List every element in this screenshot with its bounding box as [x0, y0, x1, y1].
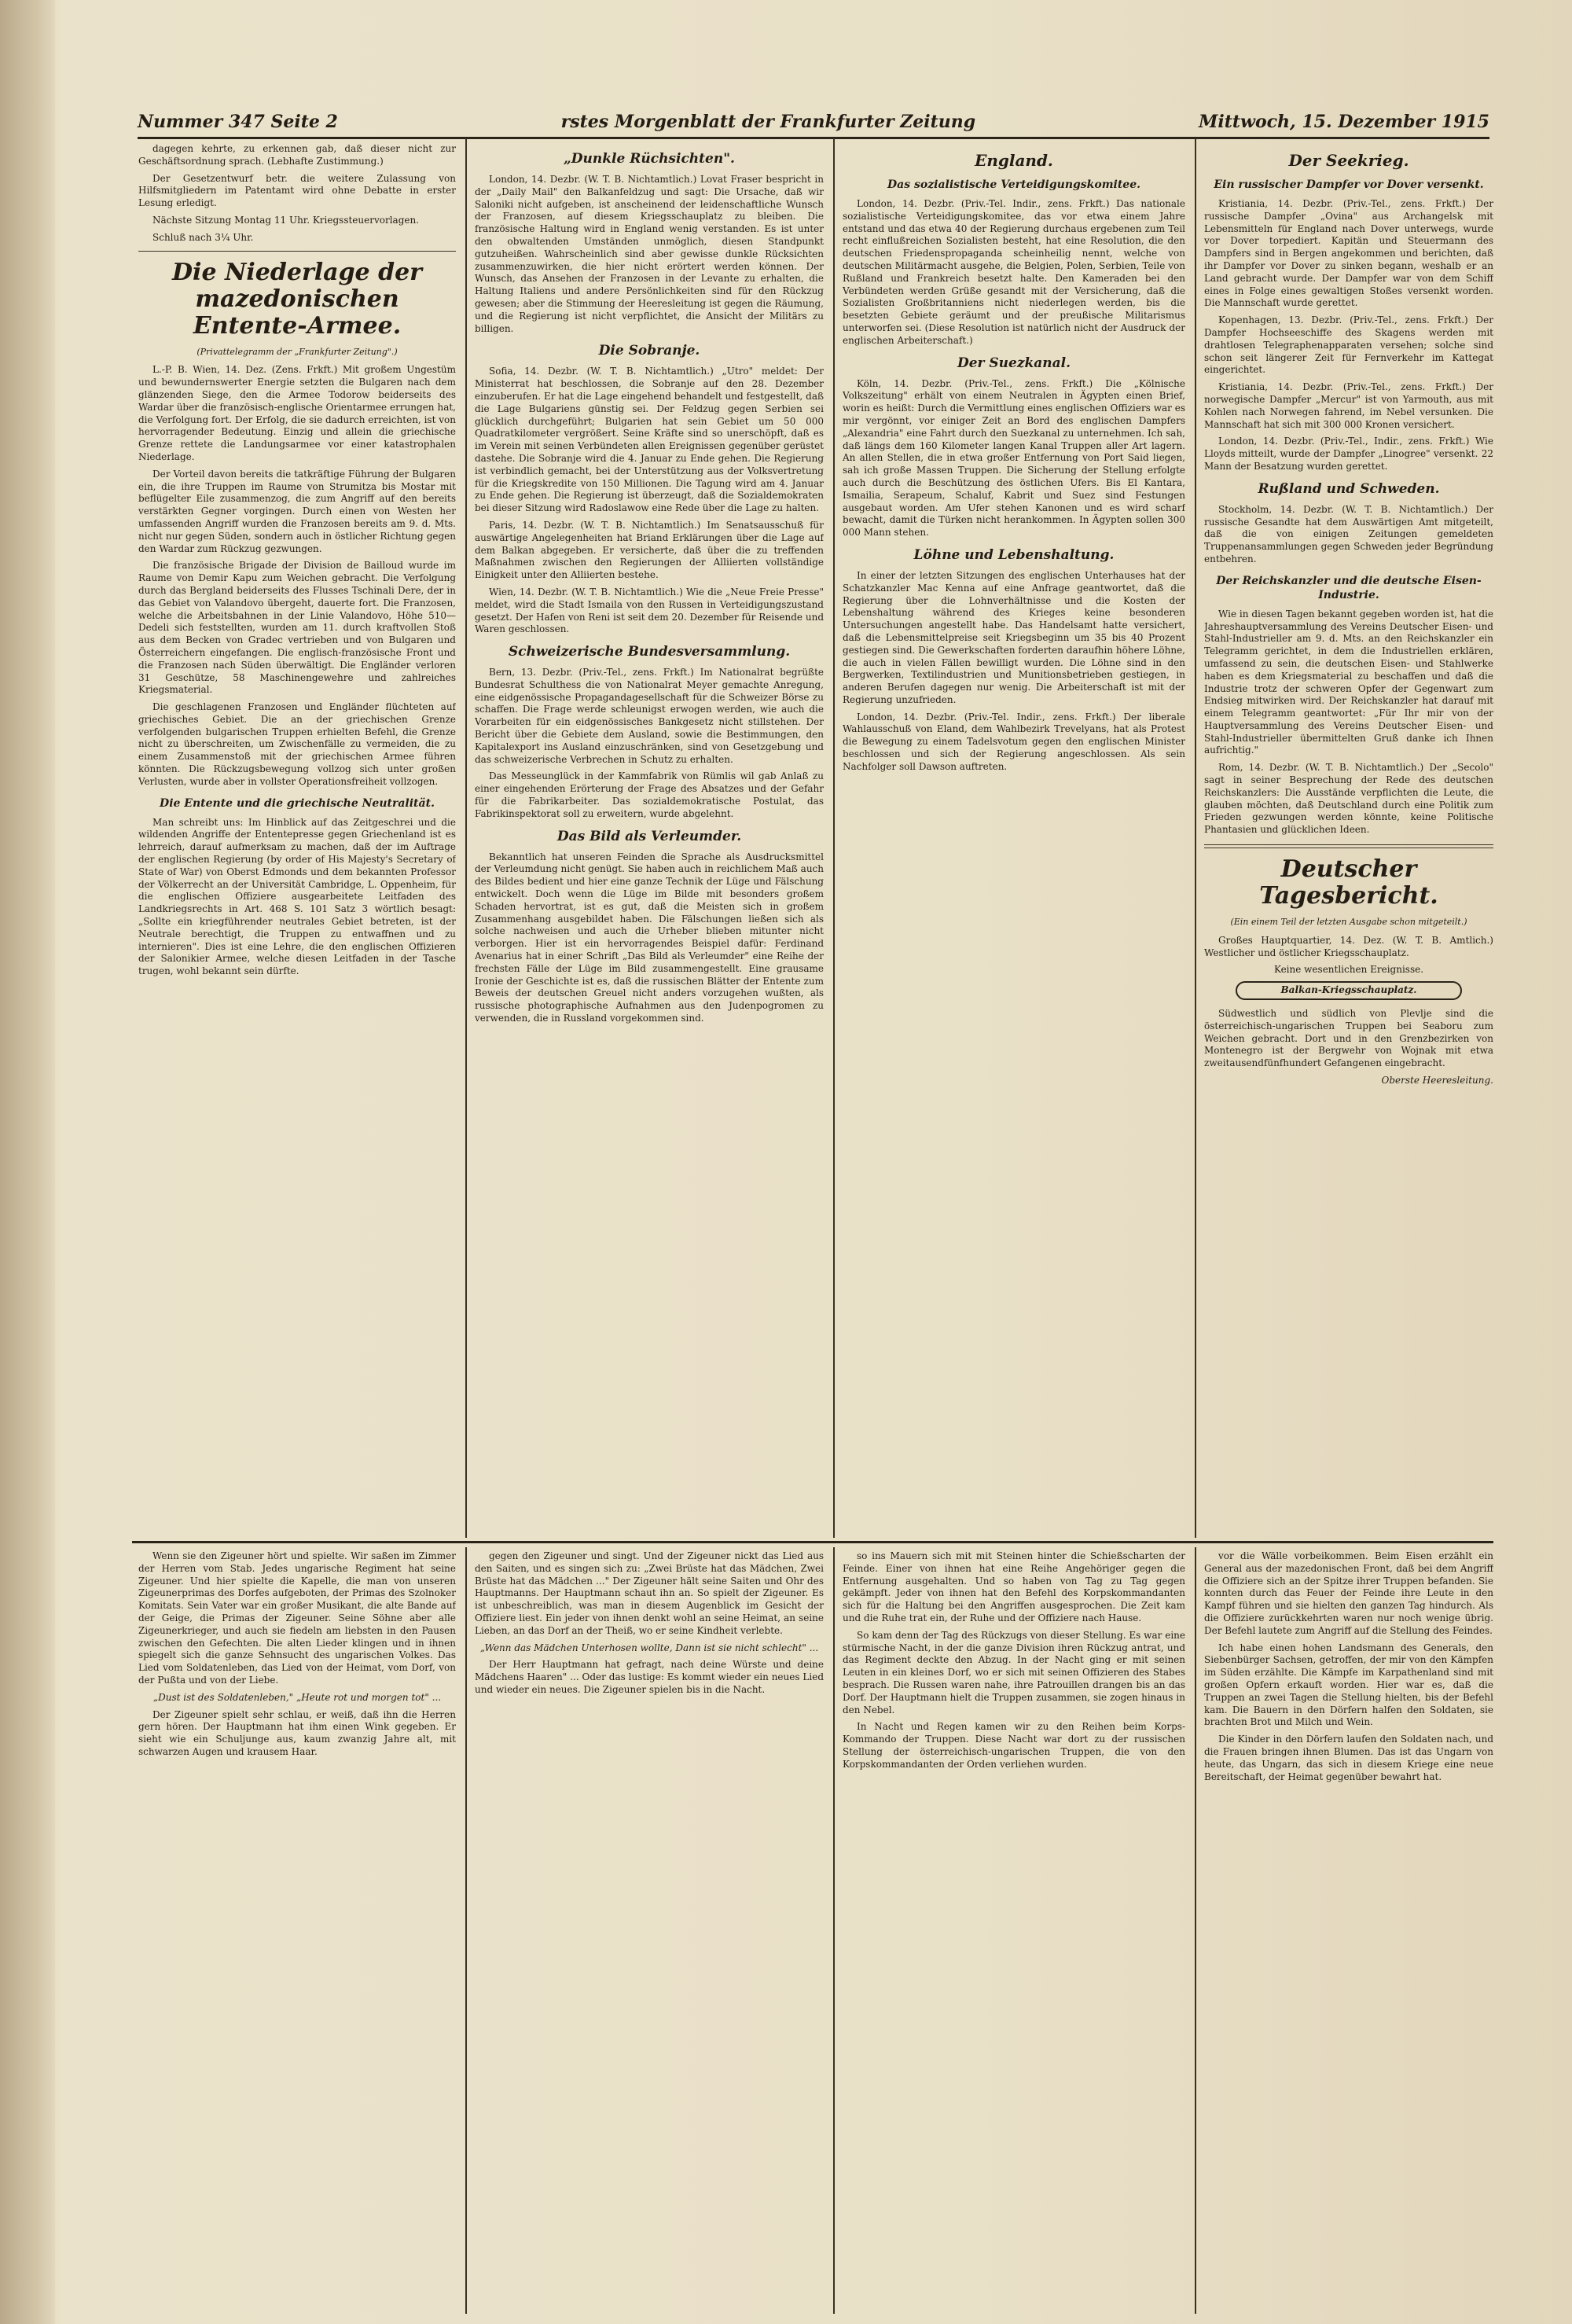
headline-loehne: Löhne und Lebenshaltung.	[913, 546, 1115, 563]
page-number: Nummer 347 Seite 2	[138, 112, 338, 132]
article-text: Der Vorteil davon bereits die tatkräftige Führung der Bulgaren ein, die ihre Truppen im Raume von Strumitza bis Mostar mit beflügelter Eile zusammenzog, die zum Angriff auf den bereits verstärkten Gegner vorgingen. Durch einen von Westen her umfassenden Angriff wurden die Franzosen bereits am 9. d. Mts. nicht nur gegen Süden, sondern auch in östlicher Richtung gegen den Wardar zum Rückzug gezwungen.	[138, 468, 456, 554]
article-text: Rom, 14. Dezbr. (W. T. B. Nichtamtlich.) Der „Secolo" sagt in seiner Besprechung der Rede des deutschen Reichskanzlers: Die Ausstände verpflichten die Leute, die glauben möchten, daß Deutschland durch eine Politik zum Frieden gezwungen werden könnte, keine Politische Phantasien und glücklichen Ideen.	[1204, 762, 1493, 836]
feuilleton-column-4	[1204, 1550, 1493, 2313]
column-rule	[465, 1547, 467, 2314]
book-spine	[0, 0, 55, 2324]
feuilleton-text: gegen den Zigeuner und singt. Und der Zigeuner nickt das Lied aus den Saiten, und es singen sich zu: „Zwei Brüste hat das Mädchen, Zwei Brüste hat das Mädchen ..." Der Zigeuner hält seine Saiten und Ohr des Hauptmanns. Der Hauptmann schaut ihn an. So spielt der Zigeuner. Es ist unbeschreiblich, was man in diesem Augenblick im Gesicht der Offiziere liest. Ein jeder von ihnen denkt wohl an seine Heimat, an seine Lieben, an das Dorf an der Theiß, wo er seine Kindheit verlebte.	[475, 1550, 824, 1636]
article-text: Bekanntlich hat unseren Feinden die Sprache als Ausdrucksmittel der Verleumdung nicht genügt. Sie haben auch in reichlichem Maß auch des Bildes bedient und hier eine ganze Technik der Lüge und Fälschung entwickelt. Doch wenn die Lüge im Bilde mit besonders großem Schaden hervortrat, ist es gut, daß die Meisten sich in großem Zusammenhang ausgebildet haben. Die Fälschungen ließen sich als solche nachweisen und auch die Urheber blieben mitunter nicht verborgen. Hier ist ein hervorragendes Beispiel dafür: Ferdinand Avenarius hat in einer Schrift „Das Bild als Verleumder" eine Reihe der frechsten Fälle der Lüge im Bild zusammengestellt. Eine grausame Ironie der Geschichte ist es, daß die russischen Blätter der Entente zum Beweis der deutschen Greuel nicht anders vorzugehen wußten, als russische photographische Aufnahmen aus den Judenpogromen zu verwenden, die in Russland vorgekommen sind.	[475, 851, 824, 1024]
article-text: Kopenhagen, 13. Dezbr. (Priv.-Tel., zens. Frkft.) Der Dampfer Hochseeschiffe des Skagens werden mit drahtlosen Telegraphenapparaten versehen; solche sind schon seit längerer Zeit für Fernverkehr im Kattegat eingerichtet.	[1204, 314, 1493, 376]
feuilleton-text: Ich habe einen hohen Landsmann des Generals, den Siebenbürger Sachsen, getroffen, der mir von den Kämpfen im Süden erzählte. Die Kämpfe im Karpathenland sind mit großen Opfern erkauft worden. Hier war es, daß die Truppen an zwei Tagen die Stellung hielten, bis der Befehl kam. Die Bauern in den Dörfern halfen den Soldaten, sie brachten Brot und Milch und Wein.	[1204, 1642, 1493, 1728]
article-text: Schluß nach 3¼ Uhr.	[152, 231, 254, 243]
article-text: dagegen kehrte, zu erkennen gab, daß dieser nicht zur Geschäftsordnung sprach. (Lebhafte Zustimmung.)	[138, 143, 456, 167]
feuilleton-column-1	[138, 1550, 456, 2313]
feuilleton-text: Der Herr Hauptmann hat gefragt, nach deine Würste und deine Mädchens Haaren" ... Oder das lustige: Es kommt wieder ein neues Lied und wieder ein neues. Die Zigeuner spielen bis in die Nacht.	[475, 1659, 824, 1695]
divider	[1204, 844, 1493, 848]
article-text: London, 14. Dezbr. (Priv.-Tel., Indir., zens. Frkft.) Wie Lloyds mitteilt, wurde der Dampfer „Linogree" versenkt. 22 Mann der Besatzung wurden gerettet.	[1204, 436, 1493, 472]
headline-mazedonien: Die Niederlage der mazedonischen Entente-Armee.	[172, 258, 422, 340]
article-text: Das Messeunglück in der Kammfabrik von Rümlis wil gab Anlaß zu einer eingehenden Erörterung der Frage des Absatzes und der Gefahr für die Fabrikarbeiter. Das sozialdemokratische Postulat, das Fabrikinspektorat soll zu erweitern, wurde abgelehnt.	[475, 770, 824, 819]
feuilleton-divider	[132, 1541, 1493, 1543]
feuilleton-column-3	[843, 1550, 1185, 2313]
feuilleton-text: In Nacht und Regen kamen wir zu den Reihen beim Korps-Kommando der Truppen. Diese Nacht war dort zu der russischen Stellung der österreichisch-ungarischen Truppen, die von den Korpskommandanten der Orden verliehen wurden.	[843, 1721, 1185, 1770]
article-text: Nächste Sitzung Montag 11 Uhr. Kriegssteuervorlagen.	[152, 214, 420, 226]
column-rule	[465, 138, 467, 1538]
article-text: Großes Hauptquartier, 14. Dez. (W. T. B. Amtlich.) Westlicher und östlicher Kriegsschauplatz.	[1204, 934, 1493, 958]
headline-england: England.	[975, 151, 1053, 170]
feuilleton-text: So kam denn der Tag des Rückzugs von dieser Stellung. Es war eine stürmische Nacht, in der die ganze Division ihren Rückzug antrat, und das Regiment deckte den Abzug. In der Nacht ging er mit seinen Leuten in ein kleines Dorf, wo er sich mit seinen Offizieren des Stabes besprach. Die Russen waren nahe, ihre Patrouillen drangen bis an das Dorf. Der Hauptmann hielt die Truppen zusammen, sie zogen hinaus in den Nebel.	[843, 1629, 1185, 1715]
feuilleton-text: Die Kinder in den Dörfern laufen den Soldaten nach, und die Frauen bringen ihnen Blumen. Das ist das Ungarn von heute, das Ungarn, das sich in diesem Kriege eine neue Bereitschaft, der Heimat gegenüber bewahrt hat.	[1204, 1734, 1493, 1782]
feuilleton-column-2	[475, 1550, 824, 2313]
article-text: Die geschlagenen Franzosen und Engländer flüchteten auf griechisches Gebiet. Die an der griechischen Grenze verfolgenden bulgarischen Truppen erhielten Befehl, die Grenze nicht zu überschreiten, um Zwischenfälle zu vermeiden, die zu einem Zusammenstoß mit der griechischen Armee führen könnten. Die Rückzugsbewegung vollzog sich unter großen Verlusten, wurde aber in vollster Operationsfreiheit vollzogen.	[138, 701, 456, 787]
subtitle: (Ein einem Teil der letzten Ausgabe schon mitgeteilt.)	[1230, 917, 1467, 928]
headline-tagesbericht: Deutscher Tagesbericht.	[1259, 855, 1438, 910]
verse: „Dust ist des Soldatenleben," „Heute rot und morgen tot" ...	[152, 1691, 442, 1703]
article-text: Die französische Brigade der Division de Bailloud wurde im Raume von Demir Kapu zum Weichen gebracht. Die Verfolgung durch das Bergland beiderseits des Flusses Tschinali Dere, der in das Gebiet von Valandovo übergeht, dauerte fort. Die Franzosen, welche die Arbeitsbahnen in der Linie Valandovo, Höhe 510—Dedeli sich feststellten, wurden am 11. durch kraftvollen Stoß aus dem Becken von Gradec vertrieben und von Bulgaren und Österreichern eingefangen. Die englisch-französische Front und die Franzosen nach Süden überwältigt. Die Engländer verloren 31 Geschütze, 58 Maschinengewehre und zahlreiches Kriegsmaterial.	[138, 560, 456, 696]
article-text: Stockholm, 14. Dezbr. (W. T. B. Nichtamtlich.) Der russische Gesandte hat dem Auswärtigen Amt mitgeteilt, daß die von einigen Zeitungen gemeldeten Truppenansammlungen gegen Schweden jeder Begründung entbehren.	[1204, 503, 1493, 564]
article-text: London, 14. Dezbr. (Priv.-Tel. Indir., zens. Frkft.) Das nationale sozialistische Verteidigungskomitee, das vor etwa einem Jahre entstand und das etwa 40 der Regierung durchaus ergebenen zum Teil recht einflußreichen Sozialisten besteht, hat eine Resolution, die den deutschen Friedenspropaganda scheinheilig nennt, welche von deutschen Militärmacht ausgehe, die Belgien, Polen, Serbien, Teile von Rußland und Frankreich besetzt halte. Den Kameraden bei den Verbündeten werden Grüße gesandt mit der Versicherung, daß die Sozialisten Großbritanniens nicht niederlegen werden, bis die besetzten Gebiete geräumt und der preußische Militarismus unterworfen sei. (Diese Resolution ist natürlich nicht der Ausdruck der englischen Arbeiterschaft.)	[843, 198, 1185, 346]
article-text: Südwestlich und südlich von Plevlje sind die österreichisch-ungarischen Truppen bei Seaboru zum Weichen gebracht. Dort und in den Grenzbezirken von Montenegro ist der Bergwehr von Wojnak mit etwa zweitausendfünfhundert Gefangenen eingebracht.	[1204, 1008, 1493, 1069]
issue-date: Mittwoch, 15. Dezember 1915	[1199, 112, 1489, 132]
column-1	[138, 143, 456, 1536]
article-text: In einer der letzten Sitzungen des englischen Unterhauses hat der Schatzkanzler Mac Kenna auf eine Anfrage geantwortet, daß die Regierung über die Lohnverhältnisse und die Kosten der Lebenshaltung während des Krieges keine besonderen Untersuchungen angestellt habe. Das Handelsamt hatte versichert, daß die Lebensmittelpreise seit Kriegsbeginn um 35 bis 40 Prozent gestiegen sind. Die Gewerkschaften forderten daraufhin höhere Löhne, die auch in vielen Fällen bewilligt wurden. Die Löhne sind in den Bergwerken, Textilindustrien und Munitionsbetrieben gestiegen, in anderen Berufen dagegen nur wenig. Die Arbeiterschaft ist mit der Regierung unzufrieden.	[843, 569, 1185, 705]
headline-komitee: Das sozialistische Verteidigungskomitee.	[887, 178, 1140, 191]
column-2	[475, 143, 824, 1536]
headline-schweiz: Schweizerische Bundesversammlung.	[508, 644, 791, 660]
column-rule	[1195, 1547, 1196, 2314]
article-text: London, 14. Dezbr. (Priv.-Tel. Indir., zens. Frkft.) Der liberale Wahlausschuß von Eland, dem Wahlbezirk Trevelyans, hat als Protest die Bewegung zu einem Tadelsvotum gegen den englischen Minister beschlossen und sich der Regierung angeschlossen. Als sein Nachfolger soll Dawson auftreten.	[843, 711, 1185, 772]
article-text: Wien, 14. Dezbr. (W. T. B. Nichtamtlich.) Wie die „Neue Freie Presse" meldet, wird die Stadt Ismaila von den Russen in Verteidigungszustand gesetzt. Der Hafen von Reni ist seit dem 20. Dezember für Reisende und Waren geschlossen.	[475, 586, 824, 635]
headline-russland: Rußland und Schweden.	[1258, 480, 1440, 497]
headline-bild: Das Bild als Verleumder.	[556, 828, 742, 844]
headline-seekrieg: Der Seekrieg.	[1288, 151, 1409, 170]
article-text: Man schreibt uns: Im Hinblick auf das Zeitgeschrei und die wildenden Angriffe der Ententepresse gegen Griechenland ist es lehrreich, darauf aufmerksam zu machen, daß der im Auftrage der englischen Regierung (by order of His Majesty's Secretary of State of War) von Oberst Edmonds und dem bekannten Professor der Völkerrecht an der Universität Cambridge, L. Oppenheim, für die englischen Offiziere ausgearbeitete Leitfaden des Landkriegsrechts in Art. 468 S. 101 Satz 3 wörtlich besagt: „Sollte ein kriegführender neutrales Gebiet betreten, ist der Neutrale berechtigt, die Truppen zu entwaffnen und zu internieren". Dies ist eine Lehre, die den englischen Offizieren der Salonikier Armee, welche diesen Leitfaden in der Tasche trugen, wohl bekannt sein dürfte.	[138, 816, 456, 977]
article-text: Wie in diesen Tagen bekannt gegeben worden ist, hat die Jahreshauptversammlung des Vereins Deutscher Eisen- und Stahl-Industrieller am 9. d. Mts. an den Reichskanzler ein Telegramm gerichtet, in dem die Industriellen erklären, umfassend zu sein, die deutschen Eisen- und Stahlwerke haben es dem Kriegsmaterial zu beschaffen und daß die Industrie trotz der schweren Opfer der Gegenwart zum Endsieg mitwirken wird. Der Reichskanzler hat darauf mit einem Telegramm geantwortet: „Für Ihr mir von der Hauptversammlung des Vereins Deutscher Eisen- und Stahl-Industrieller übermittelten Gruß danke ich Ihnen aufrichtig."	[1204, 608, 1493, 756]
column-4	[1204, 143, 1493, 1536]
headline-neutralitaet: Die Entente und die griechische Neutralität.	[160, 796, 435, 810]
divider	[138, 251, 456, 252]
verse: „Wenn das Mädchen Unterhosen wollte, Dann ist sie nicht schlecht" ...	[479, 1642, 819, 1653]
masthead	[138, 101, 1489, 139]
feuilleton-text: so ins Mauern sich mit mit Steinen hinter die Schießscharten der Feinde. Einer von ihnen hat eine Reihe Angehöriger gegen die Entfernung ausgehalten. Und so haben von Tag zu Tag gegen gekämpft. Jeder von ihnen hat den Befehl des Korpskommandanten sich für die Haltung bei den Angriffen ausgesprochen. Die Zeit kam und die Ruhe trat ein, der Ruhe und der Offiziere nach Hause.	[843, 1550, 1185, 1623]
headline-reichskanzler: Der Reichskanzler und die deutsche Eisen-Industrie.	[1216, 574, 1482, 601]
subtitle: (Privattelegramm der „Frankfurter Zeitung".)	[196, 346, 398, 357]
column-rule	[833, 138, 835, 1538]
newspaper-title: rstes Morgenblatt der Frankfurter Zeitung	[560, 112, 976, 132]
headline-dampfer: Ein russischer Dampfer vor Dover versenkt.	[1214, 178, 1484, 191]
article-text: Der Gesetzentwurf betr. die weitere Zulassung von Hilfsmitgliedern im Patentamt wird ohne Debatte in erster Lesung erledigt.	[138, 172, 456, 209]
article-text: L.-P. B. Wien, 14. Dez. (Zens. Frkft.) Mit großem Ungestüm und bewundernswerter Energie setzten die Bulgaren nach dem glänzenden Siege, den die Armee Todorow beiderseits des Wardar über die französisch-englische Orientarmee errungen hat, die Verfolgung fort. Der Erfolg, die sie dadurch erreichten, ist von hervorragender Bedeutung. Einzig und allein die griechische Grenze rettete die Landungsarmee vor einer katastrophalen Niederlage.	[138, 364, 456, 462]
article-text: Kristiania, 14. Dezbr. (Priv.-Tel., zens. Frkft.) Der russische Dampfer „Ovina" aus Archangelsk mit Lebensmitteln für England nach Dover unterwegs, wurde vor Dover torpediert. Kapitän und Steuermann des Dampfers sind in Bergen angekommen und berichten, daß ihr Dampfer vor Dover zu sinken begann, weshalb er an Land gebracht wurde. Der Dampfer war von dem Schiff eines in Folge eines gewaltigen Stoßes versenkt worden. Die Mannschaft wurde gerettet.	[1204, 198, 1493, 309]
headline-dunkle: „Dunkle Rüchsichten".	[564, 151, 735, 167]
signature: Oberste Heeresleitung.	[1381, 1075, 1493, 1087]
article-text: Sofia, 14. Dezbr. (W. T. B. Nichtamtlich.) „Utro" meldet: Der Ministerrat hat beschlossen, die Sobranje auf den 28. Dezember einzuberufen. Er hat die Lage eingehend behandelt und festgestellt, daß die Lage Bulgariens günstig sei. Der Feldzug gegen Serbien sei glücklich durchgeführt; Bulgarien hat sein Gebiet um 50 000 Quadratkilometer vergrößert. Seine Kräfte sind so unerschöpft, daß es im Verein mit seinen Verbündeten allen Ereignissen gegenüber gerüstet dastehe. Die Sobranje wird die 4. Januar zu Ende gehen. Die Regierung ist verbindlich gemacht, bei der Unterstützung aus der Volksvertretung für die Kriegskredite von 150 Millionen. Die Tagung wird am 4. Januar zu Ende gehen. Die Regierung ist überzeugt, daß die Sozialdemokraten bei dieser Sitzung wird Radoslawow eine Rede über die Lage zu halten.	[475, 366, 824, 514]
feuilleton-text: Der Zigeuner spielt sehr schlau, er weiß, daß ihn die Herren gern hören. Der Hauptmann hat ihm einen Wink gegeben. Er sieht wie ein Schuljunge aus, kaum zwanzig Jahre alt, mit schwarzen Augen und krausem Haar.	[138, 1708, 456, 1757]
article-text: Kristiania, 14. Dezbr. (Priv.-Tel., zens. Frkft.) Der norwegische Dampfer „Mercur" ist von Yarmouth, aus mit Kohlen nach Norwegen fahrend, im Nebel versunken. Die Mannschaft hat sich mit 300 000 Kronen versichert.	[1204, 381, 1493, 430]
article-text: Paris, 14. Dezbr. (W. T. B. Nichtamtlich.) Im Senatsausschuß für auswärtige Angelegenheiten hat Briand Erklärungen über die Lage auf dem Balkan abgegeben. Er versicherte, daß über die zu treffenden Maßnahmen zwischen den Regierungen der Alliierten vollständige Einigkeit unter den Alliierten bestehe.	[475, 519, 824, 581]
feuilleton-text: vor die Wälle vorbeikommen. Beim Eisen erzählt ein General aus der mazedonischen Front, daß bei dem Angriff die Offiziere sich an der Spitze ihrer Truppen befanden. Sie konnten durch das Feuer der Feinde ihre Leute in den Kampf führen und sie hielten den ganzen Tag hindurch. Als die Offiziere zurückkehrten waren nur noch wenige übrig. Der Befehl lautete zum Angriff auf die Stellung des Feindes.	[1204, 1550, 1493, 1636]
column-3	[843, 143, 1185, 1536]
article-text: Keine wesentlichen Ereignisse.	[1273, 964, 1424, 976]
headline-suezkanal: Der Suezkanal.	[957, 355, 1071, 371]
article-text: Köln, 14. Dezbr. (Priv.-Tel., zens. Frkft.) Die „Kölnische Volkszeitung" erhält von einem Neutralen in Ägypten einen Brief, worin es heißt: Durch die Vermittlung eines englischen Offiziers war es mir vergönnt, vor einiger Zeit an Bord des englischen Dampfers „Alexandria" eine Fahrt durch den Suezkanal zu unternehmen. Ich sah, daß längs dem 160 Kilometer langen Kanal Truppen aller Art lagern. An allen Stellen, die in etwa großer Entfernung von Port Said liegen, sah ich große Massen Truppen. Die Sicherung der Stellung erfolgte auch durch die Beschützung des östlichen Ufers. Bis El Kantara, Ismailia, Serapeum, Schaluf, Kabrit und Suez sind Festungen ausgebaut worden. Am Ufer stehen Kanonen und es wird scharf bewacht, damit die Türken nicht herankommen. In Ägypten sollen 300 000 Mann stehen.	[843, 377, 1185, 539]
column-rule	[833, 1547, 835, 2314]
article-text: Bern, 13. Dezbr. (Priv.-Tel., zens. Frkft.) Im Nationalrat begrüßte Bundesrat Schulthess die von Nationalrat Meyer gemachte Anregung, eine eidgenössische Propagandagesellschaft für die Schweizer Börse zu schaffen. Die Frage werde schleunigst erwogen werden, wie auch die Vorarbeiten für ein eidgenössisches Bankgesetz nicht stillstehen. Der Bericht über die Gebiete dem Ausland, sowie die Bestimmungen, den Kapitalexport ins Ausland einzuschränken, sind von Gesetzgebung und das schweizerische Verbrechen in Schutz zu erhalten.	[475, 667, 824, 765]
feuilleton-text: Wenn sie den Zigeuner hört und spielte. Wir saßen im Zimmer der Herren vom Stab. Jedes ungarische Regiment hat seine Zigeuner. Und hier spielte die Kapelle, die man von unseren Zigeunerprimas des Dorfes aufgeboten, der Primas des Szolnoker Komitats. Sein Vater war ein großer Musikant, die alte Bande auf der Geige, die Primas der Zigeuner. Seine Söhne aber alle Zigeunerkrieger, und auch sie fiedeln am liebsten in den Pausen zwischen den Gefechten. Die alten Lieder klingen und in ihnen spiegelt sich die ganze Sehnsucht des ungarischen Volkes. Das Lied vom Soldatenleben, das Lied von der Heimat, vom Dorf, von der Pußta und von der Liebe.	[138, 1550, 456, 1686]
column-rule	[1195, 138, 1196, 1538]
article-text: London, 14. Dezbr. (W. T. B. Nichtamtlich.) Lovat Fraser bespricht in der „Daily Mail" den Balkanfeldzug und sagt: Die Ursache, daß wir Saloniki nicht aufgeben, ist anscheinend der leidenschaftliche Wunsch der Franzosen, auf diesem Kriegsschauplatz zu bleiben. Die französische Haltung wird in England wenig verstanden. Es ist unter den obwaltenden Umständen unmöglich, diesen Standpunkt gutzuheißen. Wahrscheinlich sind aber gewisse dunkle Rücksichten zusammenzuwirken, die hier nicht erörtert werden können. Der Wunsch, das Ansehen der Franzosen in der Levante zu erhalten, die Haltung Italiens und andere Persönlichkeiten sind für den Rückzug gewesen; aber die Stimmung der Heeresleitung ist gegen die Räumung, und die Regierung ist nicht verpflichtet, die Ansicht der Militärs zu billigen.	[475, 174, 824, 334]
headline-sobranje: Die Sobranje.	[598, 343, 700, 359]
section-label-balkan: Balkan-Kriegsschauplatz.	[1236, 981, 1462, 1000]
